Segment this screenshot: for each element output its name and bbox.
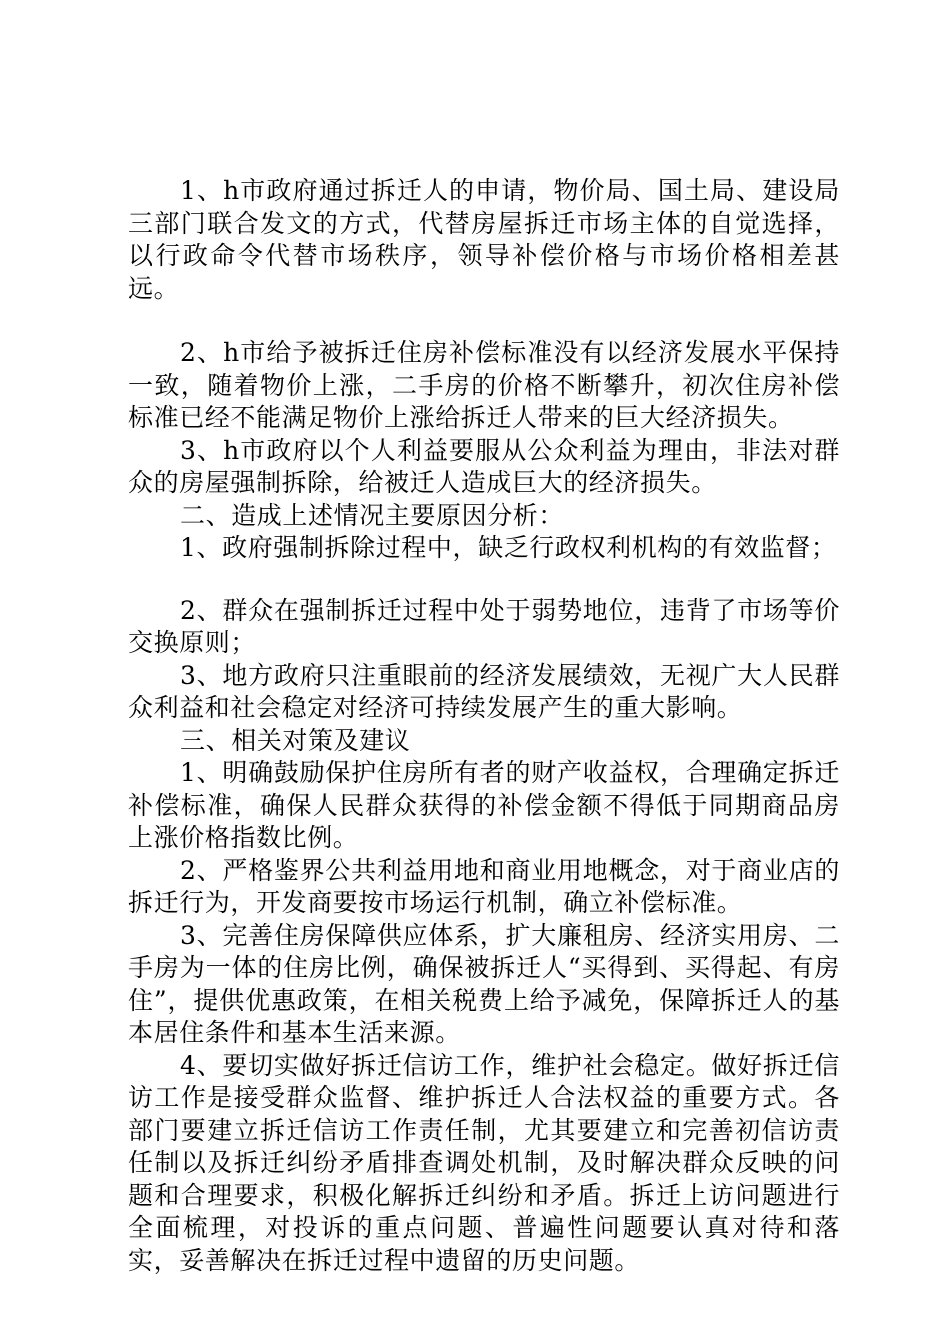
paragraph-3: 3、h市政府以个人利益要服从公众利益为理由，非法对群众的房屋强制拆除，给被迁人造成巨大的经济损失。	[128, 435, 840, 497]
section-heading-2: 二、造成上述情况主要原因分析：	[180, 500, 565, 530]
section-heading-3: 三、相关对策及建议	[180, 725, 411, 755]
document-body	[128, 175, 840, 1277]
paragraph-5: 2、群众在强制拆迁过程中处于弱势地位，违背了市场等价交换原则；	[128, 595, 840, 657]
paragraph-6: 3、地方政府只注重眼前的经济发展绩效，无视广大人民群众利益和社会稳定对经济可持续发展产生的重大影响。	[128, 660, 840, 722]
paragraph-9: 3、完善住房保障供应体系，扩大廉租房、经济实用房、二手房为一体的住房比例，确保被拆迁人“买得到、买得起、有房住”，提供优惠政策，在相关税费上给予减免，保障拆迁人的基本居住条件和基本生活来源。	[128, 920, 840, 1047]
paragraph-10: 4、要切实做好拆迁信访工作，维护社会稳定。做好拆迁信访工作是接受群众监督、维护拆迁人合法权益的重要方式。各部门要建立拆迁信访工作责任制，尤其要建立和完善初信访责任制以及拆迁纠纷矛盾排查调处机制，及时解决群众反映的问题和合理要求，积极化解拆迁纠纷和矛盾。拆迁上访问题进行全面梳理，对投诉的重点问题、普遍性问题要认真对待和落实，妥善解决在拆迁过程中遗留的历史问题。	[128, 1050, 840, 1275]
paragraph-7: 1、明确鼓励保护住房所有者的财产收益权，合理确定拆迁补偿标准，确保人民群众获得的补偿金额不得低于同期商品房上涨价格指数比例。	[128, 758, 840, 852]
paragraph-8: 2、严格鉴界公共利益用地和商业用地概念，对于商业店的拆迁行为，开发商要按市场运行机制，确立补偿标准。	[128, 855, 840, 917]
paragraph-1: 1、h市政府通过拆迁人的申请，物价局、国土局、建设局三部门联合发文的方式，代替房屋拆迁市场主体的自觉选择，以行政命令代替市场秩序，领导补偿价格与市场价格相差甚远。	[128, 176, 840, 303]
paragraph-4: 1、政府强制拆除过程中，缺乏行政权利机构的有效监督；	[180, 533, 837, 562]
paragraph-2: 2、h市给予被拆迁住房补偿标准没有以经济发展水平保持一致，随着物价上涨，二手房的价格不断攀升，初次住房补偿标准已经不能满足物价上涨给拆迁人带来的巨大经济损失。	[128, 338, 840, 432]
